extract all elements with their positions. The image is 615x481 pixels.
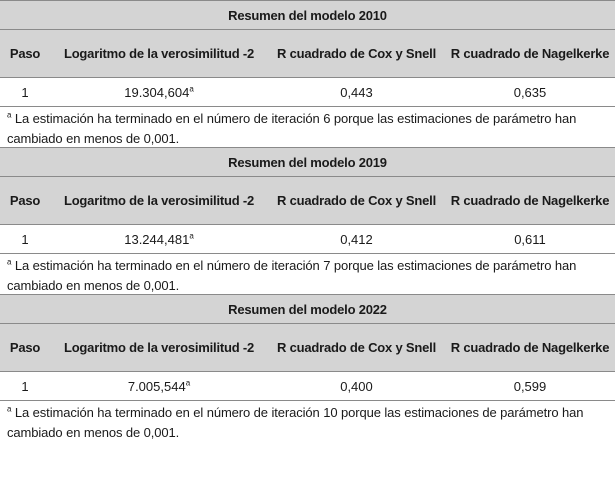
header-nagelkerke: R cuadrado de Nagelkerke [450,340,610,355]
footnote-marker: a [7,257,12,267]
model-summary-2019 [0,147,615,294]
header-nagelkerke: R cuadrado de Nagelkerke [450,46,610,61]
table-title: Resumen del modelo 2010 [0,0,615,29]
cell-log-value: 19.304,604 [124,84,190,100]
cell-log-value: 7.005,544 [127,378,186,394]
header-paso: Paso [9,46,41,61]
footnote-marker: a [189,84,194,94]
cell-log-likelihood [50,85,268,100]
header-paso: Paso [9,340,41,355]
footnote-marker: a [185,378,191,388]
table-row [0,224,615,254]
cell-nagelkerke: 0,611 [514,231,546,247]
header-log-likelihood: Logaritmo de la verosimilitud -2 [63,46,255,61]
table-footnote [0,107,615,147]
header-row [0,176,615,224]
cell-log-likelihood [50,379,268,394]
cell-log-likelihood [50,232,268,247]
footnote-marker: a [7,404,12,414]
footnote-text: La estimación ha terminado en el número de iteración 6 porque las estimaciones de parámetro han cambiado en menos de 0,001. [7,111,577,146]
model-summary-2022 [0,294,615,441]
cell-cox-snell: 0,400 [340,378,373,394]
cell-nagelkerke: 0,599 [513,378,547,394]
cell-paso: 1 [21,378,29,394]
footnote-text: La estimación ha terminado en el número de iteración 7 porque las estimaciones de parámetro han cambiado en menos de 0,001. [7,258,577,293]
table-title: Resumen del modelo 2022 [0,294,615,323]
table-footnote [0,401,615,441]
header-cox-snell: R cuadrado de Cox y Snell [277,340,436,355]
cell-paso: 1 [21,84,29,100]
table-row [0,371,615,401]
footnote-marker: a [189,231,194,241]
cell-cox-snell: 0,443 [340,84,373,100]
model-summary-2010 [0,0,615,147]
header-log-likelihood: Logaritmo de la verosimilitud -2 [63,193,255,208]
table-footnote [0,254,615,294]
cell-paso: 1 [21,231,29,247]
header-row [0,323,615,371]
header-paso: Paso [9,193,41,208]
header-cox-snell: R cuadrado de Cox y Snell [277,193,436,208]
cell-log-value: 13.244,481 [124,231,190,247]
header-nagelkerke: R cuadrado de Nagelkerke [450,193,610,208]
cell-cox-snell: 0,412 [340,231,373,247]
header-row [0,29,615,77]
cell-nagelkerke: 0,635 [513,84,547,100]
footnote-text: La estimación ha terminado en el número de iteración 10 porque las estimaciones de parámetro han cambiado en menos de 0,001. [7,405,584,440]
header-cox-snell: R cuadrado de Cox y Snell [277,46,436,61]
footnote-marker: a [7,110,12,120]
header-log-likelihood: Logaritmo de la verosimilitud -2 [63,340,255,355]
table-title: Resumen del modelo 2019 [0,147,615,176]
table-row [0,77,615,107]
